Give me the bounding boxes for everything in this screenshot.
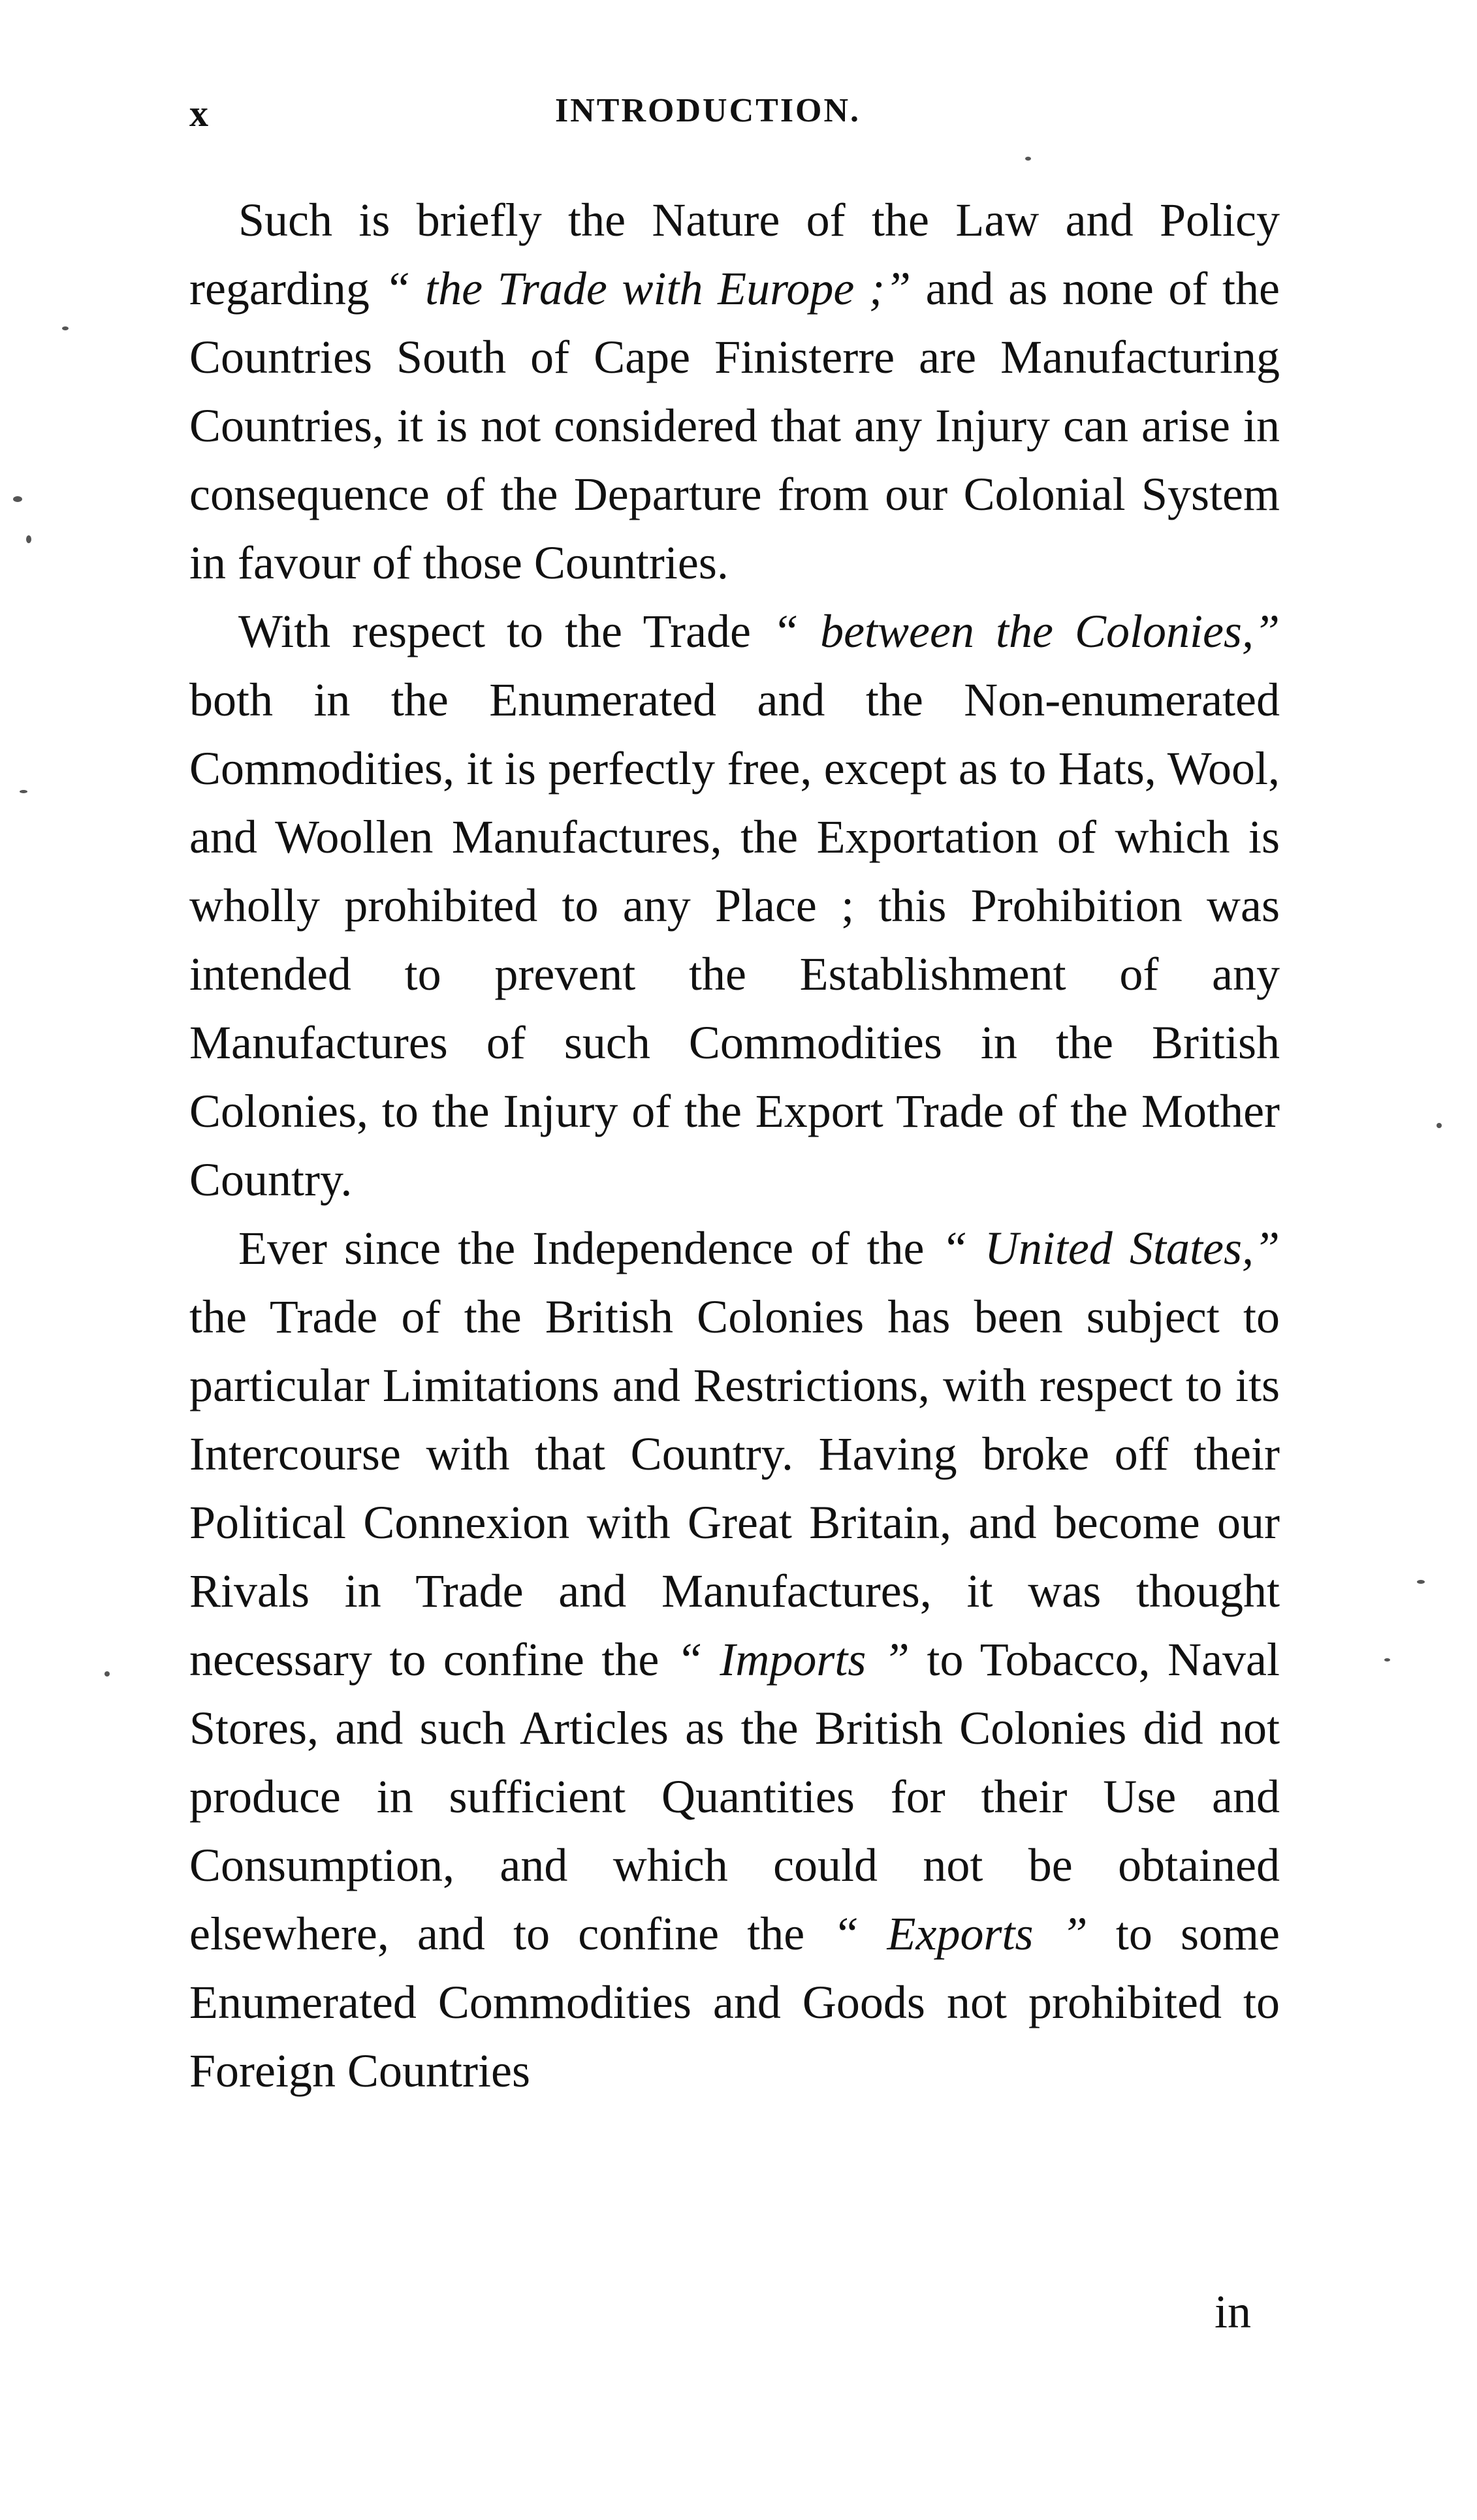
scan-speck	[1384, 1658, 1390, 1662]
text-segment: both in the Enumerated and the Non-enumerated Commodities, it is perfectly free, except as to Hats, Wool, and Woollen Manufactures, the Exportation of which is wholly prohibited to any Place ; this Prohibition was intended to prevent the Establishment of any Manufactures of such Commodities in the British Colonies, to the Injury of the Export Trade of the Mother Country.	[189, 674, 1280, 1206]
body-text	[189, 186, 1280, 2105]
running-head: INTRODUCTION.	[555, 92, 861, 129]
paragraph	[189, 597, 1280, 1214]
text-segment: to some Enumerated Commodities and Goods not prohibited to Foreign Countries	[189, 1908, 1280, 2097]
italic-phrase: “ Exports ”	[833, 1908, 1088, 1960]
scan-speck	[20, 790, 27, 793]
italic-phrase: “ the Trade with Europe ;”	[384, 262, 912, 315]
text-segment: and as none of the Countries South of Cape Finisterre are Manufacturing Countries, it is not considered that any Injury can arise in consequence of the Departure from our Colonial System in favour of those Countries.	[189, 262, 1280, 589]
paragraph	[189, 1214, 1280, 2105]
italic-phrase: “ between the Colonies,”	[772, 605, 1280, 657]
scan-speck	[62, 326, 69, 330]
text-segment: Such is briefly the Nature of the Law and Policy regarding	[189, 194, 1280, 315]
page-header	[189, 91, 1293, 157]
scan-speck	[1437, 1123, 1442, 1128]
catchword: in	[1215, 2286, 1252, 2338]
scan-speck	[1417, 1580, 1425, 1584]
scan-speck	[13, 496, 22, 502]
text-segment: to Tobacco, Naval Stores, and such Articles as the British Colonies did not produce in sufficient Quantities for their Use and Consumption, and which could not be obtained elsewhere, and to confine the	[189, 1633, 1280, 1960]
page-number: x	[189, 92, 210, 134]
text-segment: Ever since the Independence of the	[238, 1222, 942, 1274]
paragraph	[189, 186, 1280, 597]
italic-phrase: “ Imports ”	[676, 1633, 910, 1686]
scan-speck	[1025, 157, 1031, 161]
italic-phrase: “ United States,”	[941, 1222, 1280, 1274]
text-segment: With respect to the Trade	[238, 605, 773, 657]
scan-speck	[26, 535, 31, 543]
text-segment: the Trade of the British Colonies has been subject to particular Limitations and Restrictions, with respect to its Intercourse with that Country. Having broke off their Political Connexion with Great Britain, and become our Rivals in Trade and Manufactures, it was thought necessary to confine the	[189, 1291, 1280, 1686]
scan-speck	[104, 1671, 110, 1677]
